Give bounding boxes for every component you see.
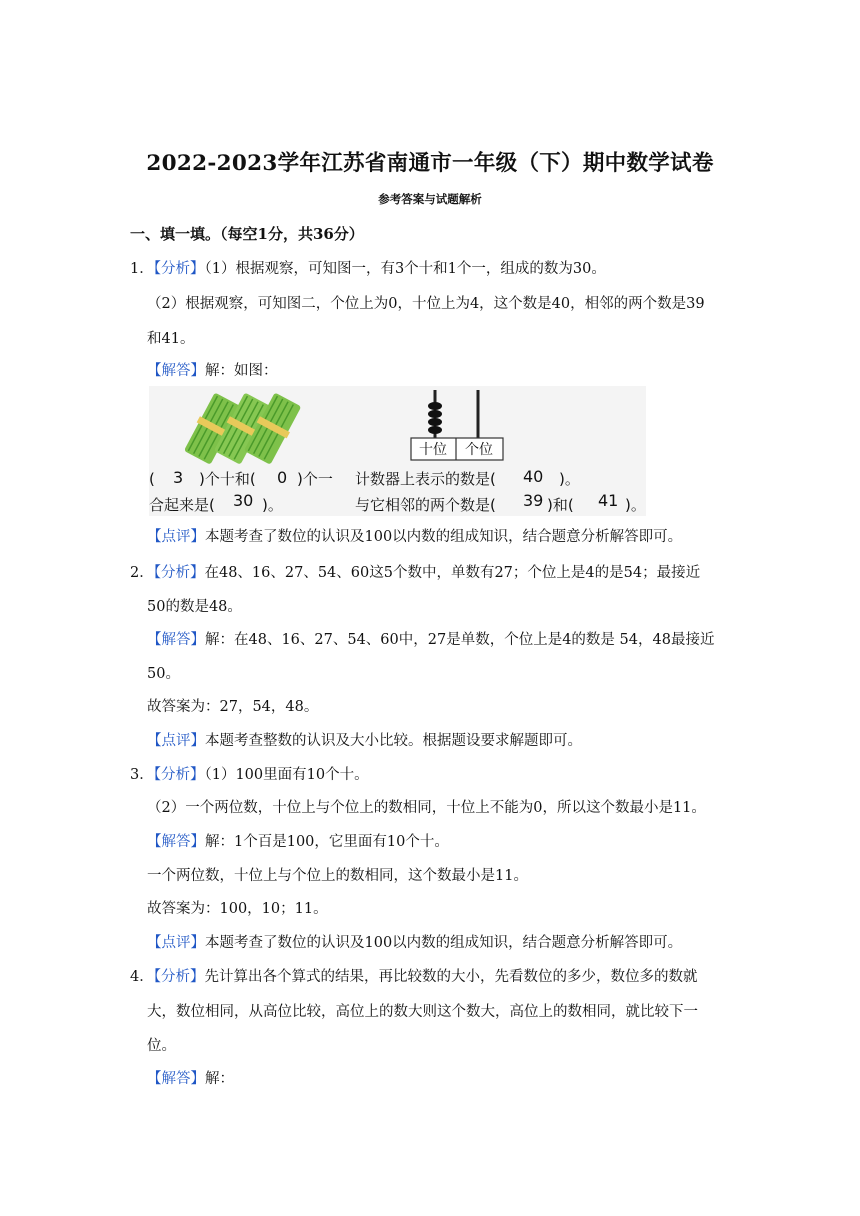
- comment-tag: 【点评】: [147, 529, 205, 545]
- analysis-tag: 【分析】: [153, 969, 205, 985]
- answer-tag: 【解答】: [147, 834, 205, 850]
- q4-answer-text: 解：: [205, 1071, 234, 1087]
- q4-analysis-line2: 大，数位相同，从高位比较，高位上的数大则这个数大，高位上的数相同，就比较下一: [147, 1004, 698, 1020]
- q4-analysis-line1: [130, 967, 697, 987]
- q3-analysis-line1: [130, 765, 369, 785]
- q1-comment-text: 本题考查了数位的认识及100以内数的组成知识，结合题意分析解答即可。: [205, 529, 683, 545]
- q2-answer-text: 解：在48、16、27、54、60中，27是单数，个位上是4的数是 54，48最接近: [205, 632, 715, 648]
- fig-left-line1-c: )个一: [297, 470, 333, 488]
- q2-answer-line3: 故答案为：27，54，48。: [147, 699, 319, 715]
- answer-tag: 【解答】: [147, 363, 205, 379]
- comment-tag: 【点评】: [147, 935, 205, 951]
- q2-answer-line1: [147, 630, 714, 650]
- fig-total-value: 30: [233, 491, 254, 510]
- question-number: 2．: [130, 565, 154, 581]
- q3-answer-line3: 故答案为：100，10；11。: [147, 901, 328, 917]
- fig-right-line1-b: )。: [559, 470, 580, 488]
- question-number: 4．: [130, 969, 154, 985]
- q2-analysis-text: 在48、16、27、54、60这5个数中，单数有27；个位上是4的是54；最接近: [204, 565, 701, 581]
- analysis-tag: 【分析】: [153, 261, 205, 277]
- q3-analysis-line2: （2）一个两位数，十位上与个位上的数相同，十位上不能为0，所以这个数最小是11。: [147, 800, 706, 816]
- q1-comment-line: [147, 527, 682, 547]
- fig-left-line2-b: )。: [262, 496, 283, 514]
- page-subtitle: 参考答案与试题解析: [378, 192, 482, 206]
- q2-comment-text: 本题考查整数的认识及大小比较。根据题设要求解题即可。: [205, 733, 582, 749]
- page-title: 2022-2023学年江苏省南通市一年级（下）期中数学试卷: [146, 151, 714, 176]
- q3-answer-line2: 一个两位数，十位上与个位上的数相同，这个数最小是11。: [147, 868, 528, 884]
- q4-answer-line: [147, 1069, 234, 1089]
- fig-right-line2-a: 与它相邻的两个数是(: [355, 496, 496, 514]
- answer-tag: 【解答】: [147, 1071, 205, 1087]
- q2-comment-line: [147, 731, 582, 751]
- q1-answer-text: 解：如图：: [205, 363, 278, 379]
- tens-place-label: 十位: [419, 442, 447, 458]
- fig-right-line1-a: 计数器上表示的数是(: [355, 470, 496, 488]
- question-number: 1．: [130, 261, 154, 277]
- q3-answer-text: 解：1个百是100，它里面有10个十。: [205, 834, 449, 850]
- fig-right-line2-c: )。: [625, 496, 646, 514]
- fig-left-line1-a: (: [149, 470, 155, 488]
- q1-analysis-text: （1）根据观察，可知图一，有3个十和1个一，组成的数为30。: [204, 261, 606, 277]
- q1-analysis-line3: 和41。: [147, 331, 195, 347]
- q2-analysis-line1: [130, 563, 700, 583]
- fig-counter-value: 40: [523, 467, 544, 486]
- q3-comment-text: 本题考查了数位的认识及100以内数的组成知识，结合题意分析解答即可。: [205, 935, 683, 951]
- q3-analysis-text: （1）100里面有10个十。: [204, 767, 369, 783]
- fig-prev-value: 39: [523, 491, 544, 510]
- answer-tag: 【解答】: [147, 632, 205, 648]
- ones-place-label: 个位: [465, 442, 493, 458]
- fig-right-line2-b: )和(: [547, 496, 574, 514]
- q3-answer-line1: [147, 832, 449, 852]
- fig-tens-value: 3: [173, 468, 184, 487]
- fig-left-line2-a: 合起来是(: [149, 496, 215, 514]
- q4-analysis-line3: 位。: [147, 1038, 176, 1054]
- fig-next-value: 41: [598, 491, 619, 510]
- comment-tag: 【点评】: [147, 733, 205, 749]
- fig-ones-value: 0: [277, 468, 288, 487]
- q1-analysis-line1: [130, 259, 606, 279]
- q1-answer-line: [147, 361, 278, 381]
- question-number: 3．: [130, 767, 154, 783]
- q3-comment-line: [147, 933, 682, 953]
- q4-analysis-text: 先计算出各个算式的结果，再比较数的大小，先看数位的多少，数位多的数就: [204, 969, 698, 985]
- section-heading: 一、填一填。（每空1分，共36分）: [130, 225, 364, 243]
- q1-figure: [149, 386, 646, 516]
- q2-answer-line2: 50。: [147, 666, 180, 682]
- analysis-tag: 【分析】: [153, 565, 205, 581]
- q2-analysis-line2: 50的数是48。: [147, 599, 242, 615]
- fig-left-line1-b: )个十和(: [199, 470, 256, 488]
- q1-analysis-line2: （2）根据观察，可知图二，个位上为0，十位上为4，这个数是40，相邻的两个数是39: [147, 296, 705, 312]
- analysis-tag: 【分析】: [153, 767, 205, 783]
